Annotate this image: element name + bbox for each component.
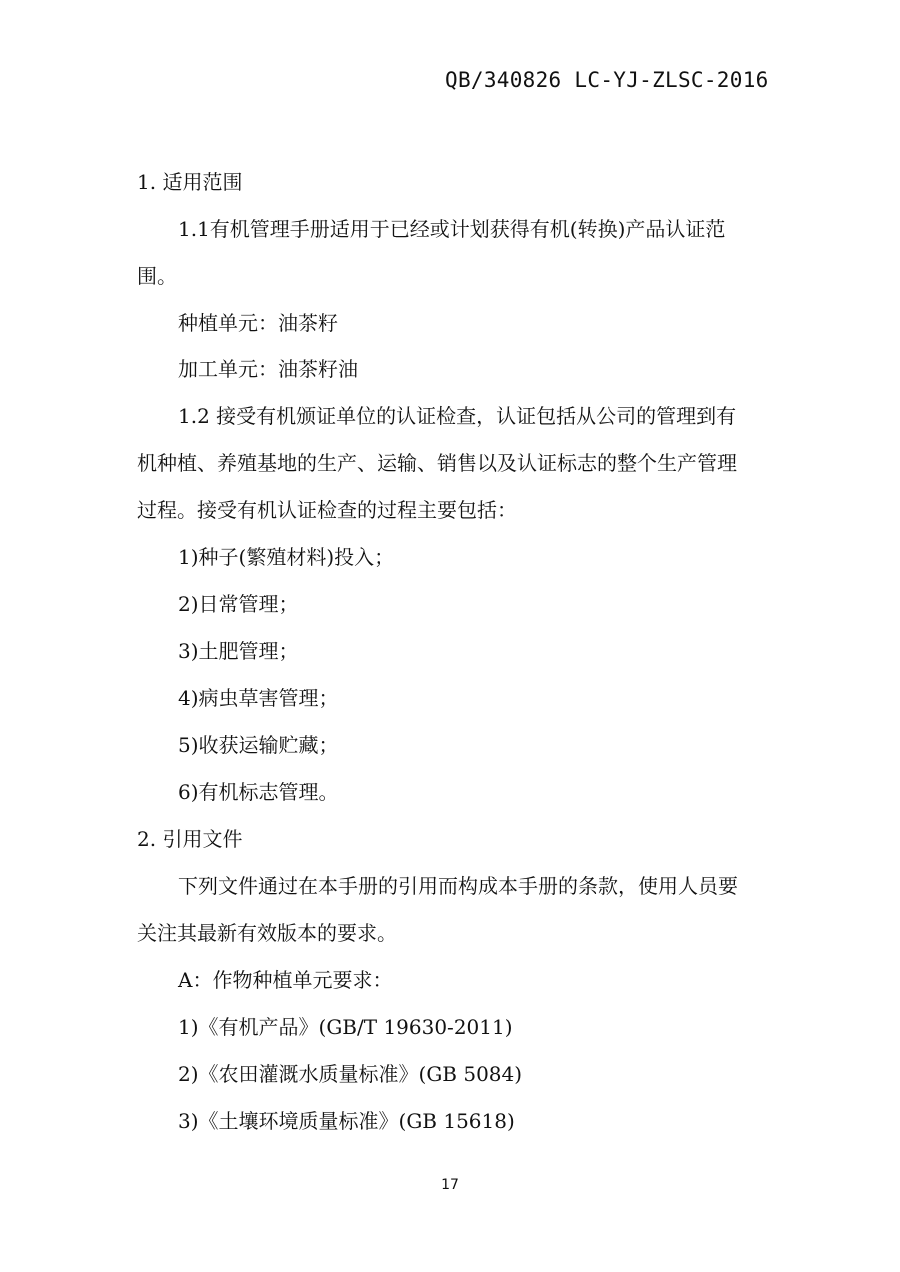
section-1-1-line-2: 围。: [137, 264, 177, 288]
section-1-1-line-1: 1.1有机管理手册适用于已经或计划获得有机(转换)产品认证范: [178, 217, 726, 241]
processing-unit: 加工单元：油茶籽油: [178, 357, 358, 381]
reference-item: 3)《土壤环境质量标准》(GB 15618): [178, 1109, 515, 1133]
reference-item: 1)《有机产品》(GB/T 19630-2011): [178, 1015, 513, 1039]
planting-unit: 种植单元：油茶籽: [178, 311, 338, 335]
section-2-heading: 2. 引用文件: [137, 827, 243, 851]
section-1-2-line-1: 1.2 接受有机颁证单位的认证检查，认证包括从公司的管理到有: [178, 404, 737, 428]
list-item: 5)收获运输贮藏；: [178, 733, 339, 757]
list-item: 1)种子(繁殖材料)投入；: [178, 545, 395, 569]
section-2-line-2: 关注其最新有效版本的要求。: [137, 921, 397, 945]
document-code-header: QB/340826 LC-YJ-ZLSC-2016: [445, 68, 769, 92]
section-1-heading: 1. 适用范围: [137, 170, 243, 194]
page-number: 17: [441, 1177, 459, 1193]
list-item: 2)日常管理；: [178, 592, 299, 616]
list-item: 4)病虫草害管理；: [178, 686, 339, 710]
section-1-2-line-3: 过程。接受有机认证检查的过程主要包括：: [137, 498, 517, 522]
reference-item: 2)《农田灌溉水质量标准》(GB 5084): [178, 1062, 523, 1086]
list-item: 3)土肥管理；: [178, 639, 299, 663]
list-item: 6)有机标志管理。: [178, 780, 339, 804]
subsection-a-heading: A：作物种植单元要求：: [178, 968, 393, 992]
section-2-line-1: 下列文件通过在本手册的引用而构成本手册的条款，使用人员要: [178, 874, 738, 898]
section-1-2-line-2: 机种植、养殖基地的生产、运输、销售以及认证标志的整个生产管理: [137, 451, 737, 475]
